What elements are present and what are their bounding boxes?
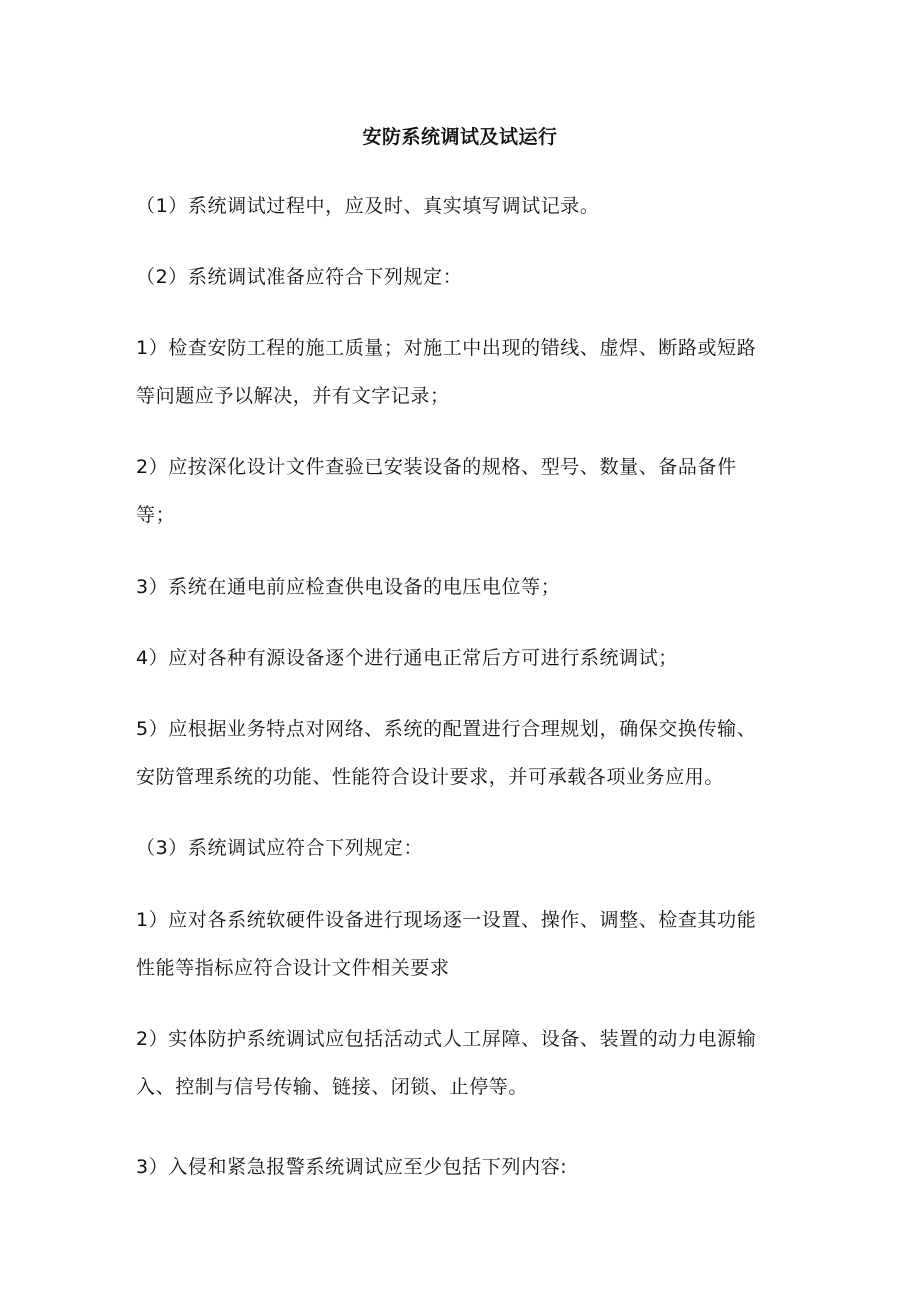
paragraph-line: 3）入侵和紧急报警系统调试应至少包括下列内容: bbox=[136, 1156, 568, 1178]
paragraph-line: 4）应对各种有源设备逐个进行通电正常后方可进行系统调试； bbox=[136, 647, 678, 669]
paragraph-9 bbox=[136, 896, 786, 992]
paragraph-line: 1）检查安防工程的施工质量；对施工中出现的错线、虚焊、断路或短路 bbox=[136, 337, 757, 359]
paragraph-4 bbox=[136, 443, 786, 539]
paragraph-line: 5）应根据业务特点对网络、系统的配置进行合理规划，确保交换传输、 bbox=[136, 718, 757, 740]
paragraph-line: 2）应按深化设计文件查验已安装设备的规格、型号、数量、备品备件 bbox=[136, 456, 737, 478]
paragraph-line: 安防管理系统的功能、性能符合设计要求，并可承载各项业务应用。 bbox=[136, 766, 725, 788]
paragraph-line: 性能等指标应符合设计文件相关要求 bbox=[136, 957, 450, 979]
paragraph-line: （3）系统调试应符合下列规定： bbox=[136, 837, 424, 859]
paragraph-line: 入、控制与信号传输、链接、闭锁、止停等。 bbox=[136, 1076, 529, 1098]
paragraph-line: （2）系统调试准备应符合下列规定： bbox=[136, 266, 463, 288]
paragraph-7 bbox=[136, 705, 786, 801]
paragraph-line: 等； bbox=[136, 504, 176, 526]
document-title: 安防系统调试及试运行 bbox=[362, 126, 558, 148]
paragraph-5 bbox=[136, 563, 786, 611]
paragraph-10 bbox=[136, 1015, 786, 1111]
paragraph-line: （1）系统调试过程中，应及时、真实填写调试记录。 bbox=[136, 195, 600, 217]
paragraph-line: 2）实体防护系统调试应包括活动式人工屏障、设备、装置的动力电源输 bbox=[136, 1028, 757, 1050]
paragraph-line: 3）系统在通电前应检查供电设备的电压电位等； bbox=[136, 576, 561, 598]
paragraph-line: 1）应对各系统软硬件设备进行现场逐一设置、操作、调整、检查其功能 bbox=[136, 909, 757, 931]
paragraph-6 bbox=[136, 634, 786, 682]
paragraph-1 bbox=[136, 182, 786, 230]
paragraph-8 bbox=[136, 824, 786, 872]
paragraph-3 bbox=[136, 324, 786, 420]
paragraph-11 bbox=[136, 1143, 786, 1191]
paragraph-line: 等问题应予以解决，并有文字记录； bbox=[136, 385, 450, 407]
paragraph-2 bbox=[136, 253, 786, 301]
